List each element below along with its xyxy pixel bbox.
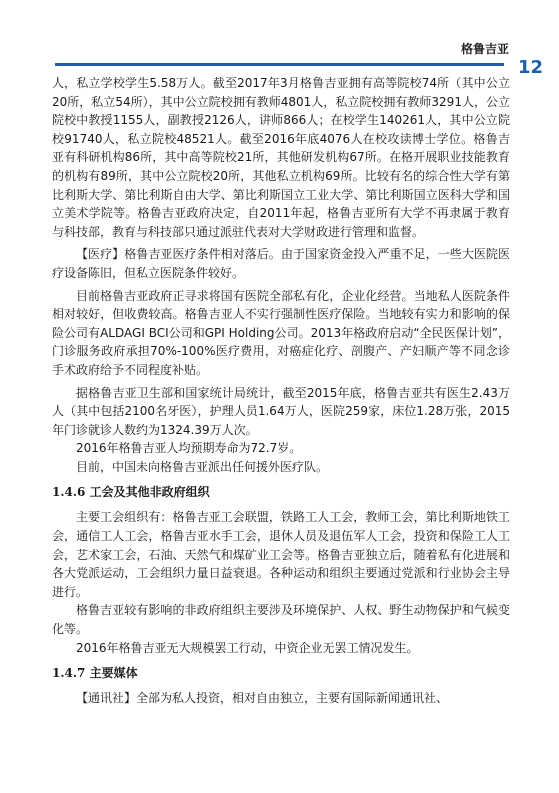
paragraph-education-continued: 人，私立学校学生5.58万人。截至2017年3月格鲁吉亚拥有高等院校74所（其中公立20所，私立54所），其中公立院校拥有教师4801人，私立院校拥有教师3291人，公立院校中教授1155人，副教授2126人，讲师866人；在校学生140261人，其中公立院校91740人，私立院校48521人。截至2016年底4076人在校攻读博士学位。格鲁吉亚有科研机构86所，其中高等院校21所，其他研发机构67所。在格开展职业技能教育的机构有89所，其中公立院校20所，其他私立机构69所。比较有名的综合性大学有第比利斯大学、第比利斯自由大学、第比利斯国立工业大学、第比利斯国立医科大学和国立美术学院等。格鲁吉亚政府决定，自2011年起，格鲁吉亚所有大学不再隶属于教育与科技部，教育与科技部只通过派驻代表对大学财政进行管理和监督。: [52, 76, 510, 239]
running-header-title: 格鲁吉亚: [460, 42, 509, 56]
paragraph-ngos: 格鲁吉亚较有影响的非政府组织主要涉及环境保护、人权、野生动物保护和气候变化等。: [52, 603, 510, 637]
page-body: [52, 74, 510, 708]
paragraph-medical-teams: 目前，中国未向格鲁吉亚派出任何援外医疗队。: [76, 459, 329, 474]
paragraph-medical-statistics: 据格鲁吉亚卫生部和国家统计局统计，截至2015年底，格鲁吉亚共有医生2.43万人（其中包括2100名牙医），护理人员1.64万人，医院259家，床位1.28万张，2015年门诊就诊人数约为1324.39万人次。: [52, 385, 510, 437]
page-number: 12: [517, 57, 543, 78]
section-heading-media: 1.4.7 主要媒体: [52, 666, 138, 681]
header-rule: [55, 63, 504, 66]
paragraph-news-agencies: 【通讯社】全部为私人投资，相对自由独立，主要有国际新闻通讯社、: [76, 691, 449, 706]
paragraph-strikes: 2016年格鲁吉亚无大规模罢工行动，中资企业无罢工情况发生。: [76, 640, 419, 655]
section-heading-trade-unions: 1.4.6 工会及其他非政府组织: [52, 485, 210, 500]
paragraph-life-expectancy: 2016年格鲁吉亚人均预期寿命为72.7岁。: [76, 441, 302, 456]
paragraph-trade-unions: 主要工会组织有：格鲁吉亚工会联盟，铁路工人工会，教师工会，第比利斯地铁工会，通信工人工会，格鲁吉亚水手工会，退休人员及退伍军人工会，投资和保险工人工会，艺术家工会，石油、天然气和煤矿业工会等。格鲁吉亚独立后，随着私有化进展和各大党派运动，工会组织力量日益衰退。各种运动和组织主要通过党派和行业协会主导进行。: [52, 510, 510, 599]
paragraph-medical-privatization: 目前格鲁吉亚政府正寻求将国有医院全部私有化，企业化经营。当地私人医院条件相对较好，但收费较高。格鲁吉亚人不实行强制性医疗保险。当地较有实力和影响的保险公司有ALDAGI BCI公司和GPI Holding公司。2013年格政府启动“全民医保计划”，门诊服务政府承担70%-100%医疗费用，对癌症化疗、剖腹产、产妇顺产等不同念诊手术政府给予不同程度补贴。: [52, 288, 510, 377]
paragraph-medical: 【医疗】格鲁吉亚医疗条件相对落后。由于国家资金投入严重不足，一些大医院医疗设备陈旧，但私立医院条件较好。: [52, 247, 510, 280]
